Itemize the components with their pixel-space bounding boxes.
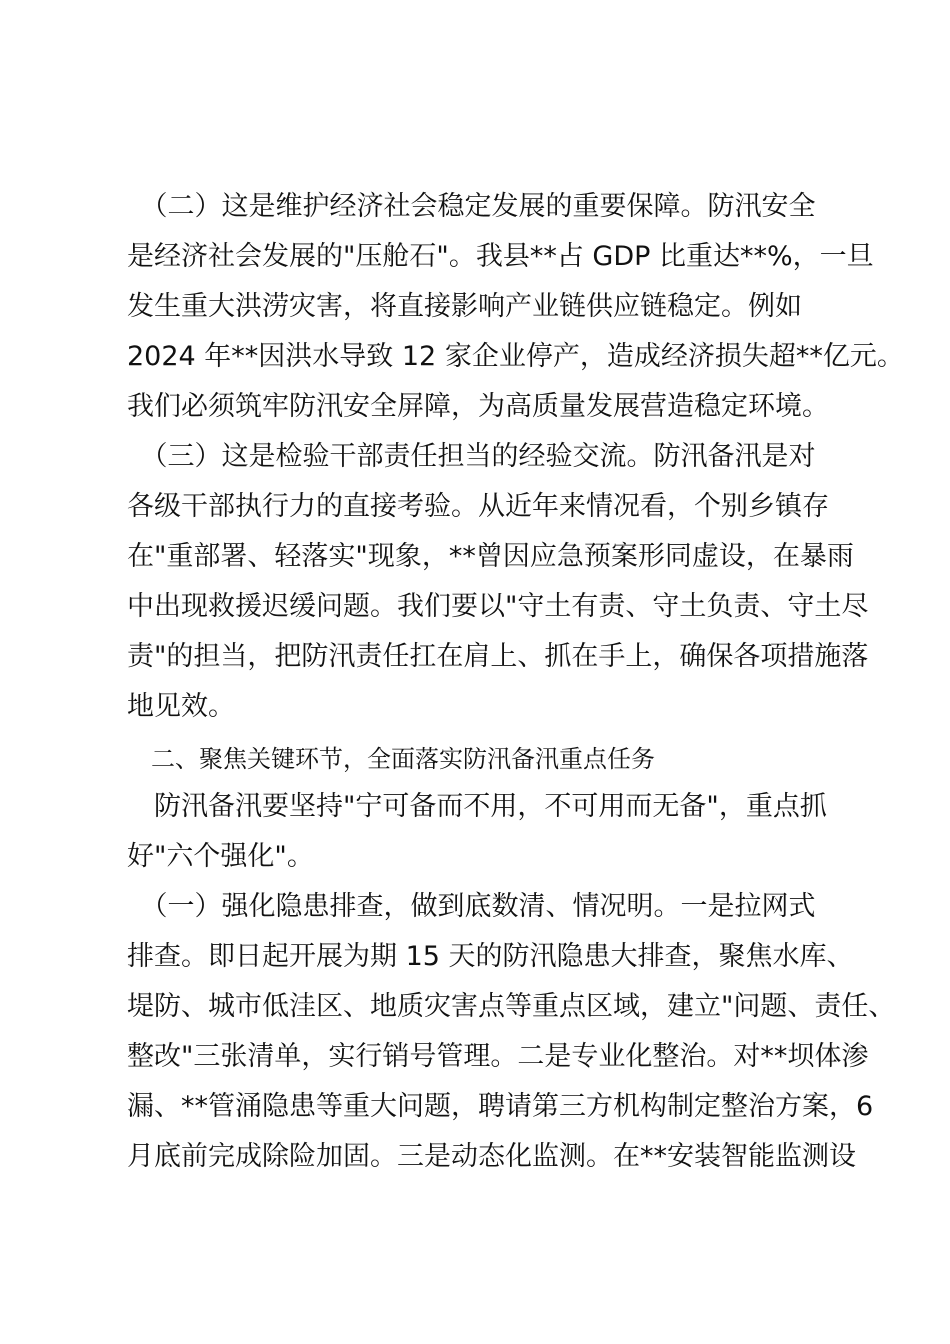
section-heading: 二、聚焦关键环节，全面落实防汛备汛重点任务 [127, 745, 655, 773]
paragraph-line: 在"重部署、轻落实"现象，**曾因应急预案形同虚设，在暴雨 [127, 541, 854, 572]
paragraph-line: 责"的担当，把防汛责任扛在肩上、抓在手上，确保各项措施落 [127, 641, 869, 672]
paragraph-line: （三）这是检验干部责任担当的经验交流。防汛备汛是对 [127, 441, 816, 472]
paragraph-line: 防汛备汛要坚持"宁可备而不用，不可用而无备"，重点抓 [127, 791, 827, 822]
paragraph-line: 中出现救援迟缓问题。我们要以"守土有责、守土负责、守土尽 [127, 591, 869, 622]
paragraph-line: 各级干部执行力的直接考验。从近年来情况看，个别乡镇存 [127, 491, 829, 522]
paragraph-line: 发生重大洪涝灾害，将直接影响产业链供应链稳定。例如 [127, 291, 802, 322]
paragraph-line: 好"六个强化"。 [127, 841, 314, 872]
paragraph-line: 整改"三张清单，实行销号管理。二是专业化整治。对**坝体渗 [127, 1041, 869, 1072]
paragraph-line: 堤防、城市低洼区、地质灾害点等重点区域，建立"问题、责任、 [127, 991, 896, 1022]
paragraph-line: 月底前完成除险加固。三是动态化监测。在**安装智能监测设 [127, 1141, 856, 1172]
paragraph-line: 排查。即日起开展为期 15 天的防汛隐患大排查，聚焦水库、 [127, 941, 854, 972]
paragraph-line: （二）这是维护经济社会稳定发展的重要保障。防汛安全 [127, 191, 816, 222]
paragraph-line: （一）强化隐患排查，做到底数清、情况明。一是拉网式 [127, 891, 816, 922]
paragraph-line: 2024 年**因洪水导致 12 家企业停产，造成经济损失超**亿元。 [127, 341, 904, 372]
paragraph-line: 漏、**管涌隐患等重大问题，聘请第三方机构制定整治方案，6 [127, 1091, 874, 1122]
paragraph-line: 地见效。 [127, 691, 235, 722]
paragraph-line: 我们必须筑牢防汛安全屏障，为高质量发展营造稳定环境。 [127, 391, 829, 422]
paragraph-line: 是经济社会发展的"压舱石"。我县**占 GDP 比重达**%，一旦 [127, 241, 874, 272]
